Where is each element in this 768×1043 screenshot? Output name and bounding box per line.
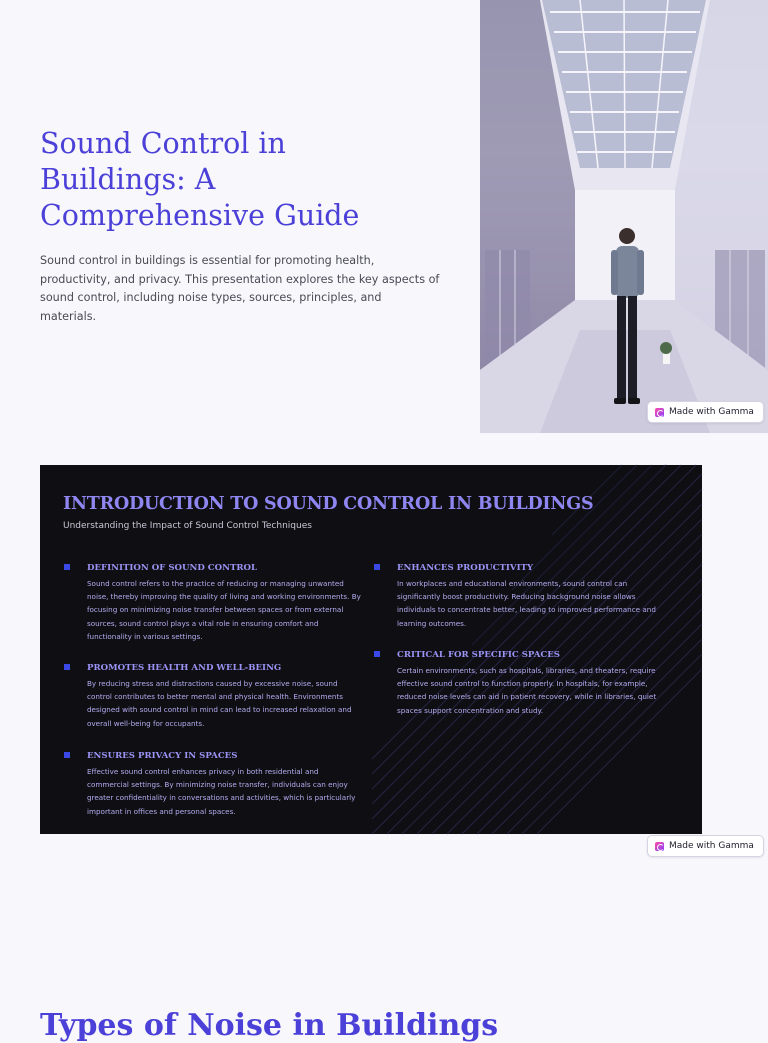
point-definition: [87, 562, 362, 643]
intro-title: INTRODUCTION TO SOUND CONTROL IN BUILDINGS: [63, 494, 594, 514]
point-heading: CRITICAL FOR SPECIFIC SPACES: [397, 650, 561, 660]
slide-description: Sound control in buildings is essential for promoting health, productivity, and privacy. This presentation explores the key aspects of sound control, including noise types, sources, principles, and materials.: [40, 254, 440, 323]
point-heading: DEFINITION OF SOUND CONTROL: [87, 563, 258, 573]
title-slide: [0, 0, 768, 433]
point-text: By reducing stress and distractions caused by excessive noise, sound control contributes to better mental and physical health. Environments designed with sound control in mind can lead to increased relaxation and overall well-being for occupants.: [87, 679, 352, 728]
gamma-logo-icon: [655, 408, 664, 417]
point-productivity: [397, 562, 672, 630]
made-with-gamma-badge[interactable]: [647, 401, 764, 423]
square-bullet-icon: [64, 752, 70, 758]
point-health: [87, 662, 362, 730]
point-heading: ENHANCES PRODUCTIVITY: [397, 563, 534, 573]
square-bullet-icon: [64, 564, 70, 570]
point-specific-spaces: [397, 649, 672, 717]
point-heading: ENSURES PRIVACY IN SPACES: [87, 751, 238, 761]
point-text: Certain environments, such as hospitals, libraries, and theaters, require effective sound control to function properly. In hospitals, for example, reduced noise levels can aid in patient recovery, while in libraries, quiet spaces support concentration and study.: [397, 666, 657, 715]
atrium-illustration: [480, 0, 768, 433]
point-text: In workplaces and educational environments, sound control can significantly boost productivity. Reducing background noise allows individuals to concentrate better, leading to improved performance and learning outcomes.: [397, 579, 656, 628]
point-heading: PROMOTES HEALTH AND WELL-BEING: [87, 663, 282, 673]
intro-slide: [40, 465, 702, 834]
intro-subtitle: Understanding the Impact of Sound Control Techniques: [63, 521, 312, 531]
square-bullet-icon: [374, 651, 380, 657]
square-bullet-icon: [374, 564, 380, 570]
badge-label: Made with Gamma: [669, 841, 754, 851]
square-bullet-icon: [64, 664, 70, 670]
point-text: Effective sound control enhances privacy in both residential and commercial settings. By minimizing noise transfer, individuals can enjoy greater confidentiality in conversations and activities, which is particularly important in offices and personal spaces.: [87, 767, 356, 816]
gamma-logo-icon: [655, 842, 664, 851]
point-privacy: [87, 750, 362, 818]
slide-title: Sound Control in Buildings: A Comprehensive Guide: [40, 127, 360, 232]
made-with-gamma-badge[interactable]: [647, 835, 764, 857]
point-text: Sound control refers to the practice of reducing or managing unwanted noise, thereby improving the quality of living and working environments. By focusing on minimizing noise transfer between spaces or from external sources, sound control plays a vital role in ensuring comfort and functionality in various settings.: [87, 579, 361, 641]
atrium-photo: [480, 0, 768, 433]
badge-label: Made with Gamma: [669, 407, 754, 417]
next-slide-title: Types of Noise in Buildings: [40, 1008, 499, 1043]
